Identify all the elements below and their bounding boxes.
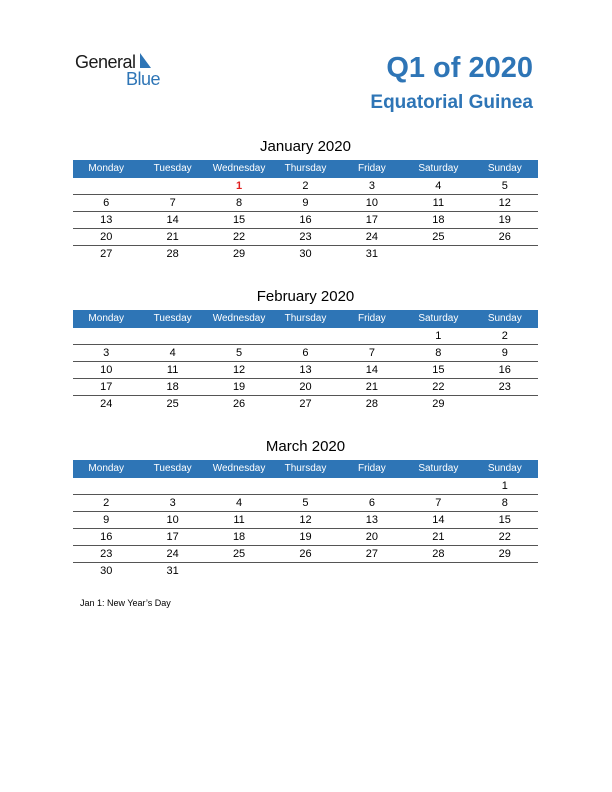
day-cell: 23 — [100, 548, 113, 560]
weekday-label: Monday — [88, 463, 124, 474]
day-cell — [73, 178, 139, 194]
day-cell: 19 — [299, 531, 312, 543]
week-row — [73, 495, 538, 512]
day-cell: 18 — [166, 381, 179, 393]
month-title: January 2020 — [260, 138, 351, 155]
day-cell — [139, 328, 205, 344]
day-cell: 11 — [233, 514, 245, 526]
day-cell: 15 — [232, 214, 246, 226]
day-cell: 27 — [100, 248, 113, 260]
day-cell — [339, 563, 405, 579]
day-cell: 30 — [299, 248, 312, 260]
weekday-label: Wednesday — [212, 313, 266, 324]
day-cell: 14 — [166, 214, 179, 226]
weekday-label: Monday — [88, 163, 124, 174]
week-row — [73, 362, 538, 379]
week-row — [73, 379, 538, 396]
day-cell: 20 — [299, 381, 312, 393]
week-row — [73, 178, 538, 195]
weekday-label: Sunday — [487, 163, 522, 174]
day-cell — [339, 478, 405, 494]
month-february — [73, 288, 538, 412]
day-cell: 4 — [169, 347, 176, 359]
logo — [75, 52, 175, 92]
logo-general-text: General — [75, 52, 136, 72]
weekday-label: Friday — [358, 463, 386, 474]
day-cell: 16 — [299, 214, 312, 226]
day-cell: 22 — [232, 231, 246, 243]
day-cell: 9 — [501, 347, 508, 359]
day-cell: 6 — [302, 347, 309, 359]
day-cell: 18 — [232, 531, 246, 543]
day-cell: 8 — [501, 497, 508, 509]
logo-triangle-icon — [140, 53, 151, 68]
day-cell — [206, 478, 272, 494]
logo-blue-text: Blue — [126, 69, 161, 89]
week-row — [73, 328, 538, 345]
day-cell: 28 — [166, 248, 179, 260]
weeks — [73, 328, 538, 412]
weekday-header — [73, 460, 538, 478]
day-cell: 23 — [498, 381, 511, 393]
day-cell: 14 — [365, 364, 379, 376]
weeks — [73, 478, 538, 579]
day-cell: 24 — [166, 548, 179, 560]
day-cell: 5 — [302, 497, 309, 509]
day-cell — [206, 563, 272, 579]
weekday-label: Sunday — [487, 313, 522, 324]
day-cell: 20 — [100, 231, 113, 243]
month-title: February 2020 — [256, 288, 355, 305]
month-march — [73, 438, 538, 579]
day-cell: 8 — [435, 347, 442, 359]
day-cell: 25 — [232, 548, 246, 560]
day-cell — [472, 396, 538, 412]
day-cell: 15 — [498, 514, 511, 526]
page-title: Q1 of 2020 — [386, 52, 533, 84]
weekday-header — [73, 310, 538, 328]
weekday-label: Saturday — [418, 463, 459, 474]
day-cell — [272, 563, 338, 579]
day-cell: 31 — [365, 248, 379, 260]
day-cell: 1 — [501, 480, 508, 492]
day-cell: 1 — [435, 330, 442, 342]
day-cell: 16 — [498, 364, 511, 376]
week-row — [73, 396, 538, 412]
day-cell: 18 — [432, 214, 445, 226]
week-row — [73, 529, 538, 546]
day-cell — [139, 478, 205, 494]
week-row — [73, 546, 538, 563]
day-cell: 1 — [236, 180, 243, 192]
day-cell: 10 — [166, 514, 179, 526]
day-cell: 23 — [299, 231, 312, 243]
day-cell: 26 — [498, 231, 511, 243]
day-cell: 29 — [432, 398, 445, 410]
week-row — [73, 246, 538, 262]
weekday-header — [73, 160, 538, 178]
day-cell: 6 — [103, 197, 110, 209]
week-row — [73, 195, 538, 212]
day-cell — [206, 328, 272, 344]
day-cell: 2 — [302, 180, 309, 192]
week-row — [73, 478, 538, 495]
weekday-label: Tuesday — [153, 163, 192, 174]
day-cell: 2 — [103, 497, 110, 509]
day-cell: 25 — [166, 398, 179, 410]
day-cell — [339, 328, 405, 344]
day-cell: 12 — [498, 197, 511, 209]
day-cell: 13 — [365, 514, 379, 526]
weekday-label: Wednesday — [212, 463, 266, 474]
day-cell: 19 — [232, 381, 246, 393]
day-cell: 8 — [236, 197, 243, 209]
day-cell: 10 — [365, 197, 379, 209]
day-cell: 9 — [103, 514, 110, 526]
day-cell: 26 — [232, 398, 246, 410]
week-row — [73, 563, 538, 579]
day-cell: 4 — [435, 180, 442, 192]
day-cell: 11 — [432, 197, 445, 209]
weekday-label: Friday — [358, 313, 386, 324]
holiday-note: Jan 1: New Year’s Day — [80, 598, 171, 608]
day-cell: 29 — [232, 248, 246, 260]
weekday-label: Wednesday — [212, 163, 266, 174]
day-cell: 14 — [432, 514, 445, 526]
day-cell — [139, 178, 205, 194]
weekday-label: Saturday — [418, 163, 459, 174]
day-cell: 17 — [365, 214, 379, 226]
month-title: March 2020 — [265, 438, 346, 455]
day-cell: 29 — [498, 548, 511, 560]
day-cell: 9 — [302, 197, 309, 209]
weekday-label: Tuesday — [153, 463, 192, 474]
weekday-label: Monday — [88, 313, 124, 324]
week-row — [73, 345, 538, 362]
day-cell — [272, 328, 338, 344]
day-cell: 20 — [365, 531, 379, 543]
day-cell: 21 — [365, 381, 379, 393]
day-cell: 2 — [501, 330, 508, 342]
weekday-label: Sunday — [487, 463, 522, 474]
weeks — [73, 178, 538, 262]
day-cell: 3 — [169, 497, 176, 509]
day-cell — [73, 478, 139, 494]
weekday-label: Thursday — [284, 463, 327, 474]
weekday-label: Thursday — [284, 313, 327, 324]
week-row — [73, 229, 538, 246]
weekday-label: Friday — [358, 163, 386, 174]
day-cell: 22 — [432, 381, 445, 393]
day-cell: 5 — [236, 347, 243, 359]
day-cell: 12 — [299, 514, 312, 526]
day-cell: 7 — [169, 197, 176, 209]
day-cell: 21 — [166, 231, 179, 243]
day-cell: 11 — [166, 364, 179, 376]
day-cell: 15 — [432, 364, 445, 376]
day-cell: 10 — [100, 364, 113, 376]
day-cell — [472, 563, 538, 579]
day-cell: 13 — [100, 214, 113, 226]
day-cell: 28 — [365, 398, 379, 410]
day-cell: 24 — [365, 231, 379, 243]
day-cell: 27 — [365, 548, 379, 560]
country-name: Equatorial Guinea — [370, 92, 533, 113]
weekday-label: Saturday — [418, 313, 459, 324]
weekday-label: Tuesday — [153, 313, 192, 324]
day-cell: 24 — [100, 398, 113, 410]
day-cell: 3 — [103, 347, 110, 359]
day-cell: 22 — [498, 531, 511, 543]
day-cell: 4 — [236, 497, 243, 509]
day-cell: 27 — [299, 398, 312, 410]
day-cell: 13 — [299, 364, 312, 376]
day-cell — [73, 328, 139, 344]
day-cell: 30 — [100, 565, 113, 577]
day-cell: 28 — [432, 548, 445, 560]
day-cell — [405, 246, 471, 262]
day-cell: 19 — [498, 214, 511, 226]
day-cell — [472, 246, 538, 262]
day-cell: 6 — [368, 497, 375, 509]
day-cell — [405, 563, 471, 579]
day-cell: 16 — [100, 531, 113, 543]
day-cell: 25 — [432, 231, 445, 243]
week-row — [73, 512, 538, 529]
day-cell: 31 — [166, 565, 179, 577]
month-january — [73, 138, 538, 262]
day-cell: 17 — [100, 381, 113, 393]
day-cell: 7 — [435, 497, 442, 509]
week-row — [73, 212, 538, 229]
weekday-label: Thursday — [284, 163, 327, 174]
day-cell: 5 — [501, 180, 508, 192]
day-cell: 3 — [368, 180, 375, 192]
day-cell — [405, 478, 471, 494]
day-cell: 7 — [368, 347, 375, 359]
day-cell — [272, 478, 338, 494]
day-cell: 17 — [166, 531, 179, 543]
day-cell: 26 — [299, 548, 312, 560]
day-cell: 21 — [432, 531, 445, 543]
day-cell: 12 — [232, 364, 246, 376]
